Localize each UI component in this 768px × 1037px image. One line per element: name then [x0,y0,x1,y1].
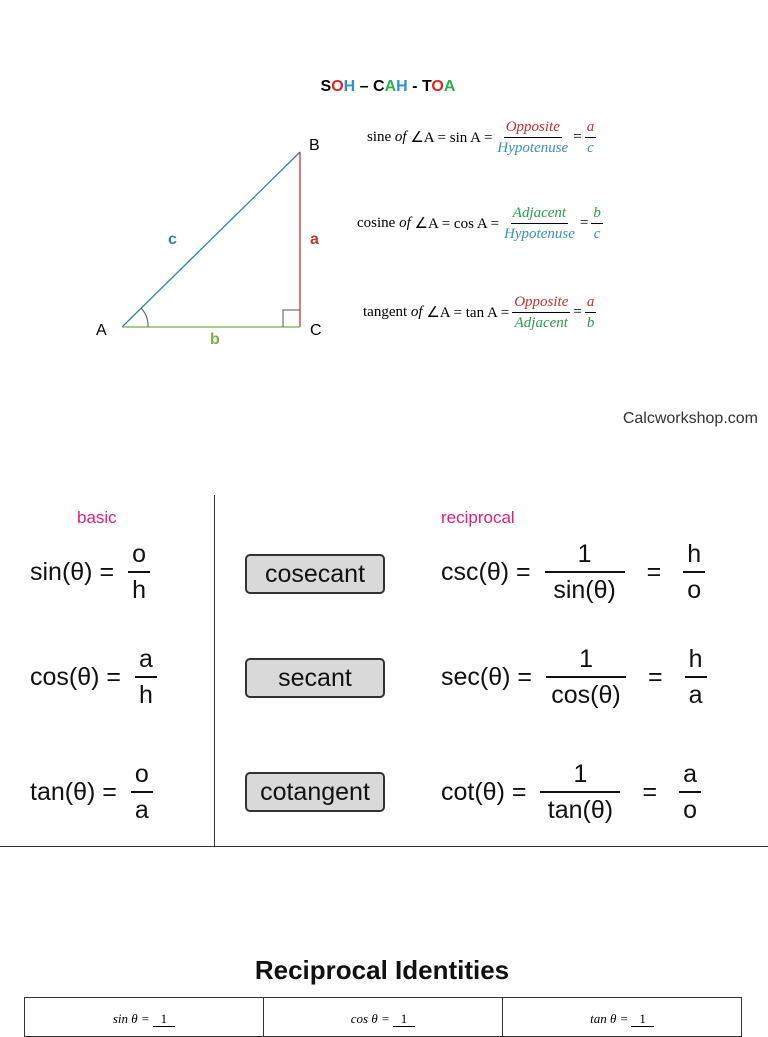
reciprocal-identities-title: Reciprocal Identities [254,955,510,985]
reciprocal-csc-row [441,540,705,604]
basic-fraction [128,540,150,604]
fraction-denominator: o [683,796,697,824]
credit-text: Calcworkshop.com [622,410,758,427]
vertex-b-label: B [309,137,320,154]
ratio-fraction [512,293,570,332]
tangent-formula [363,293,599,332]
reciprocal-lhs: csc(θ) = [441,557,531,586]
basic-lhs: tan(θ) = [30,777,117,806]
equals-sign: = [579,215,589,231]
identity-expression [590,1002,654,1036]
result-fraction [683,540,705,604]
formula-angle: ∠A = sin A = [410,130,493,146]
identity-expression [113,1002,175,1036]
cosine-formula [357,204,606,243]
identity-fraction [631,1012,654,1027]
identity-fraction [153,1012,176,1027]
fraction-numerator: a [585,293,597,313]
identities-table [24,997,742,1037]
fraction-numerator: 1 [540,760,620,793]
cotangent-label: cotangent [245,772,385,812]
ratio-fraction [502,204,577,243]
basic-lhs: cos(θ) = [30,662,122,691]
fraction-denominator: h [139,681,153,709]
result-fraction [679,760,701,824]
identity-cell-tan [503,998,741,1036]
sine-formula [367,118,599,157]
fraction-numerator: 1 [631,1012,654,1027]
formula-prefix: tangent [363,304,408,320]
title-letter: A [443,78,456,95]
basic-fraction [135,645,157,709]
letter-fraction [585,118,597,157]
vertex-c-label: C [310,322,322,339]
fraction-numerator: Adjacent [511,204,568,224]
fraction-numerator: 1 [546,645,626,678]
letter-fraction [591,204,603,243]
fraction-numerator: o [128,540,150,573]
fraction-denominator: Adjacent [514,315,568,331]
table-divider-vertical [214,495,215,847]
title-letter: H [396,78,408,95]
fraction-numerator: 1 [545,540,625,573]
fraction-numerator: b [591,204,603,224]
basic-fraction [131,760,153,824]
fraction-denominator: Hypotenuse [497,140,569,156]
letter-fraction [585,293,597,332]
reciprocal-fraction [546,645,626,709]
fraction-denominator: h [132,576,146,604]
side-c-label: c [168,231,177,248]
formula-of: of [410,304,423,320]
identity-lhs: cos θ = [350,1011,390,1026]
title-letter: – [355,78,374,95]
equals-sign: = [573,129,582,145]
side-a-label: a [310,231,319,248]
fraction-denominator: a [688,681,703,709]
basic-cosine-row [30,645,157,709]
identity-fraction [393,1012,416,1027]
basic-label: basic [77,508,117,527]
reciprocal-label: reciprocal [441,508,515,527]
equals-sign: = [648,662,663,691]
table-divider-horizontal [0,846,768,847]
reciprocal-sec-row [441,645,707,709]
secant-label: secant [245,658,385,698]
identity-lhs: tan θ = [590,1011,629,1026]
title-letter: - [407,78,422,95]
title-letter: S [320,78,332,95]
identity-cell-cos [264,998,503,1036]
fraction-denominator: Hypotenuse [504,226,575,242]
formula-prefix: sine [367,129,392,145]
result-fraction [685,645,707,709]
fraction-numerator: h [683,540,705,573]
basic-sine-row [30,540,150,604]
cosecant-label: cosecant [245,554,385,594]
vertex-a-label: A [96,322,107,339]
fraction-numerator: a [585,118,597,138]
fraction-numerator: 1 [393,1012,416,1027]
title-letter: T [421,78,432,95]
ratio-fraction [495,118,570,157]
reciprocal-cot-row [441,760,701,824]
fraction-denominator: o [687,576,702,604]
formula-prefix: cosine [357,215,396,231]
fraction-numerator: 1 [153,1012,176,1027]
formula-angle: ∠A = tan A = [426,305,510,321]
equals-sign: = [642,777,658,806]
equals-sign: = [646,557,662,586]
fraction-denominator: c [593,226,601,242]
fraction-denominator: a [134,796,149,824]
formula-angle: ∠A = cos A = [414,216,500,232]
reciprocal-lhs: cot(θ) = [441,777,527,806]
side-b-label: b [210,331,220,348]
fraction-denominator: sin(θ) [553,576,616,604]
basic-lhs: sin(θ) = [30,557,115,586]
title-letter: C [373,78,385,95]
reciprocal-fraction [540,760,620,824]
reciprocal-fraction [545,540,625,604]
hypotenuse-line [122,152,300,327]
fraction-denominator: c [587,140,594,156]
identity-lhs: sin θ = [112,1011,150,1026]
formula-of: of [394,129,407,145]
title-letter: O [331,78,344,95]
fraction-denominator: b [586,315,595,331]
identity-expression [351,1002,416,1036]
fraction-numerator: Opposite [512,293,570,313]
fraction-denominator: cos(θ) [551,681,621,709]
fraction-numerator: a [679,760,701,793]
title-letter: A [384,78,397,95]
fraction-numerator: h [685,645,707,678]
basic-tangent-row [30,760,153,824]
formula-of: of [399,215,411,231]
fraction-denominator: tan(θ) [547,796,614,824]
fraction-numerator: Opposite [504,118,562,138]
fraction-numerator: a [135,645,157,678]
angle-a-arc [141,308,148,327]
fraction-numerator: o [131,760,153,793]
equals-sign: = [573,304,582,320]
reciprocal-lhs: sec(θ) = [441,662,533,691]
right-angle-marker [283,310,300,327]
title-letter: H [343,78,356,95]
identity-cell-sin [25,998,264,1036]
title-letter: O [431,78,444,95]
